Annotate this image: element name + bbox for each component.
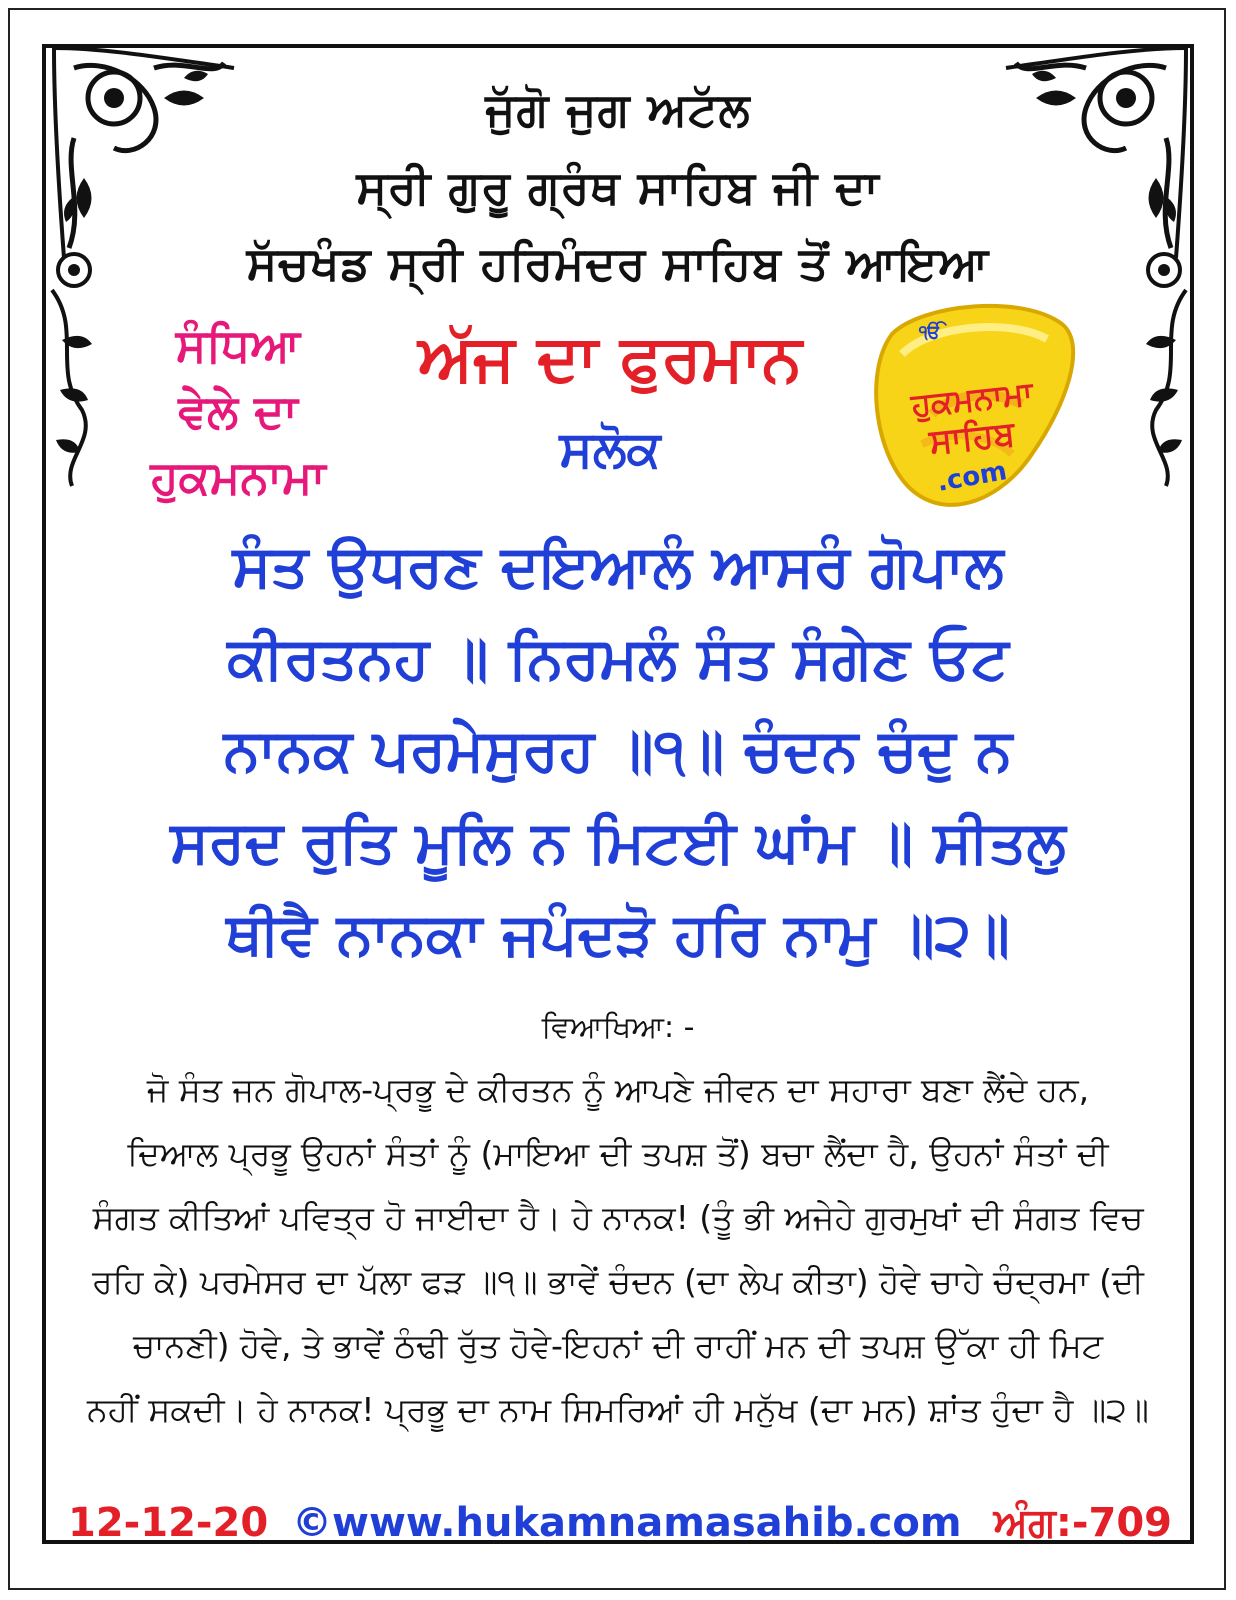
verse-line: ਸਰਦ ਰੁਤਿ ਮੂਲਿ ਨ ਮਿਟਈ ਘਾਂਮ ॥ ਸੀਤਲੁ (170, 808, 1066, 876)
footer (62, 1500, 1172, 1550)
explanation-label: ਵਿਆਖਿਆ: - (541, 1010, 695, 1045)
explanation-line: ਨਹੀਂ ਸਕਦੀ। ਹੇ ਨਾਨਕ! ਪ੍ਰਭੂ ਦਾ ਨਾਮ ਸਿਮਰਿਆਂ ਹੀ ਮਨੁੱਖ (ਦਾ ਮਨ) ਸ਼ਾਂਤ ਹੁੰਦਾ ਹੈ ॥੨॥ (87, 1390, 1149, 1429)
verse-line: ਕੀਰਤਨਹ ॥ ਨਿਰਮਲੰ ਸੰਤ ਸੰਗੇਣ ਓਟ (227, 624, 1009, 692)
header-line-2: ਸ੍ਰੀ ਗੁਰੂ ਗ੍ਰੰਥ ਸਾਹਿਬ ਜੀ ਦਾ (356, 160, 880, 214)
website-link[interactable]: ©www.hukamnamasahib.com (292, 1500, 962, 1546)
gurbani-verse (100, 520, 1136, 980)
header-line-1: ਜੁੱਗੋ ਜੁਗ ਅਟੱਲ (485, 82, 751, 136)
explanation-line: ਚਾਨਣੀ) ਹੋਵੇ, ਤੇ ਭਾਵੇਂ ਠੰਢੀ ਰੁੱਤ ਹੋਵੇ-ਇਹਨਾਂ ਦੀ ਰਾਹੀਂ ਮਨ ਦੀ ਤਪਸ਼ ਉੱਕਾ ਹੀ ਮਿਟ (132, 1326, 1104, 1365)
date-label: 12-12-20 (68, 1500, 269, 1546)
evening-label-line-3: ਹੁਕਮਨਾਮਾ (150, 450, 326, 504)
section-heading: ਸਲੋਕ (559, 420, 661, 478)
header-line-3: ਸੱਚਖੰਡ ਸ੍ਰੀ ਹਰਿਮੰਦਰ ਸਾਹਿਬ ਤੋਂ ਆਇਆ (246, 236, 990, 290)
evening-label-line-2: ਵੇਲੇ ਦਾ (178, 384, 298, 438)
explanation-line: ਦਿਆਲ ਪ੍ਰਭੂ ਉਹਨਾਂ ਸੰਤਾਂ ਨੂੰ (ਮਾਇਆ ਦੀ ਤਪਸ਼ ਤੋਂ) ਬਚਾ ਲੈਂਦਾ ਹੈ, ਉਹਨਾਂ ਸੰਤਾਂ ਦੀ (127, 1134, 1109, 1173)
verse-line: ਥੀਵੈ ਨਾਨਕਾ ਜਪੰਦੜੋ ਹਰਿ ਨਾਮੁ ॥੨॥ (226, 900, 1010, 968)
explanation-line: ਸੰਗਤ ਕੀਤਿਆਂ ਪਵਿਤ੍ਰ ਹੋ ਜਾਈਦਾ ਹੈ। ਹੇ ਨਾਨਕ! (ਤੂੰ ਭੀ ਅਜੇਹੇ ਗੁਰਮੁਖਾਂ ਦੀ ਸੰਗਤ ਵਿਚ (92, 1198, 1144, 1237)
ik-onkar-symbol: ੴ (919, 322, 941, 343)
evening-label-line-1: ਸੰਧਿਆ (175, 318, 301, 372)
ornament-corner-top-right (996, 38, 1196, 268)
explanation-line: ਰਹਿ ਕੇ) ਪਰਮੇਸਰ ਦਾ ਪੱਲਾ ਫੜ ॥੧॥ ਭਾਵੇਂ ਚੰਦਨ (ਦਾ ਲੇਪ ਕੀਤਾ) ਹੋਵੇ ਚਾਹੇ ਚੰਦ੍ਰਮਾ (ਦੀ (92, 1262, 1144, 1301)
explanation-text (70, 1058, 1166, 1442)
verse-line: ਨਾਨਕ ਪਰਮੇਸੁਰਹ ॥੧॥ ਚੰਦਨ ਚੰਦੁ ਨ (223, 716, 1013, 784)
evening-hukamnama-label (108, 312, 368, 510)
ornament-corner-top-left (44, 38, 244, 268)
logo-text-line-3: .com (934, 456, 1010, 498)
page-title: ਅੱਜ ਦਾ ਫੁਰਮਾਨ (418, 322, 802, 396)
logo-text-line-1: ਹੁਕਮਨਾਮਾ (909, 373, 1035, 425)
verse-line: ਸੰਤ ਉਧਰਣ ਦਇਆਲੰ ਆਸਰੰ ਗੋਪਾਲ (232, 532, 1004, 600)
ang-number: ਅੰਗ:-709 (993, 1500, 1172, 1546)
explanation-line: ਜੋ ਸੰਤ ਜਨ ਗੋਪਾਲ-ਪ੍ਰਭੂ ਦੇ ਕੀਰਤਨ ਨੂੰ ਆਪਣੇ ਜੀਵਨ ਦਾ ਸਹਾਰਾ ਬਣਾ ਲੈਂਦੇ ਹਨ, (146, 1070, 1090, 1109)
logo-text-line-2: ਸਾਹਿਬ (927, 413, 1017, 463)
